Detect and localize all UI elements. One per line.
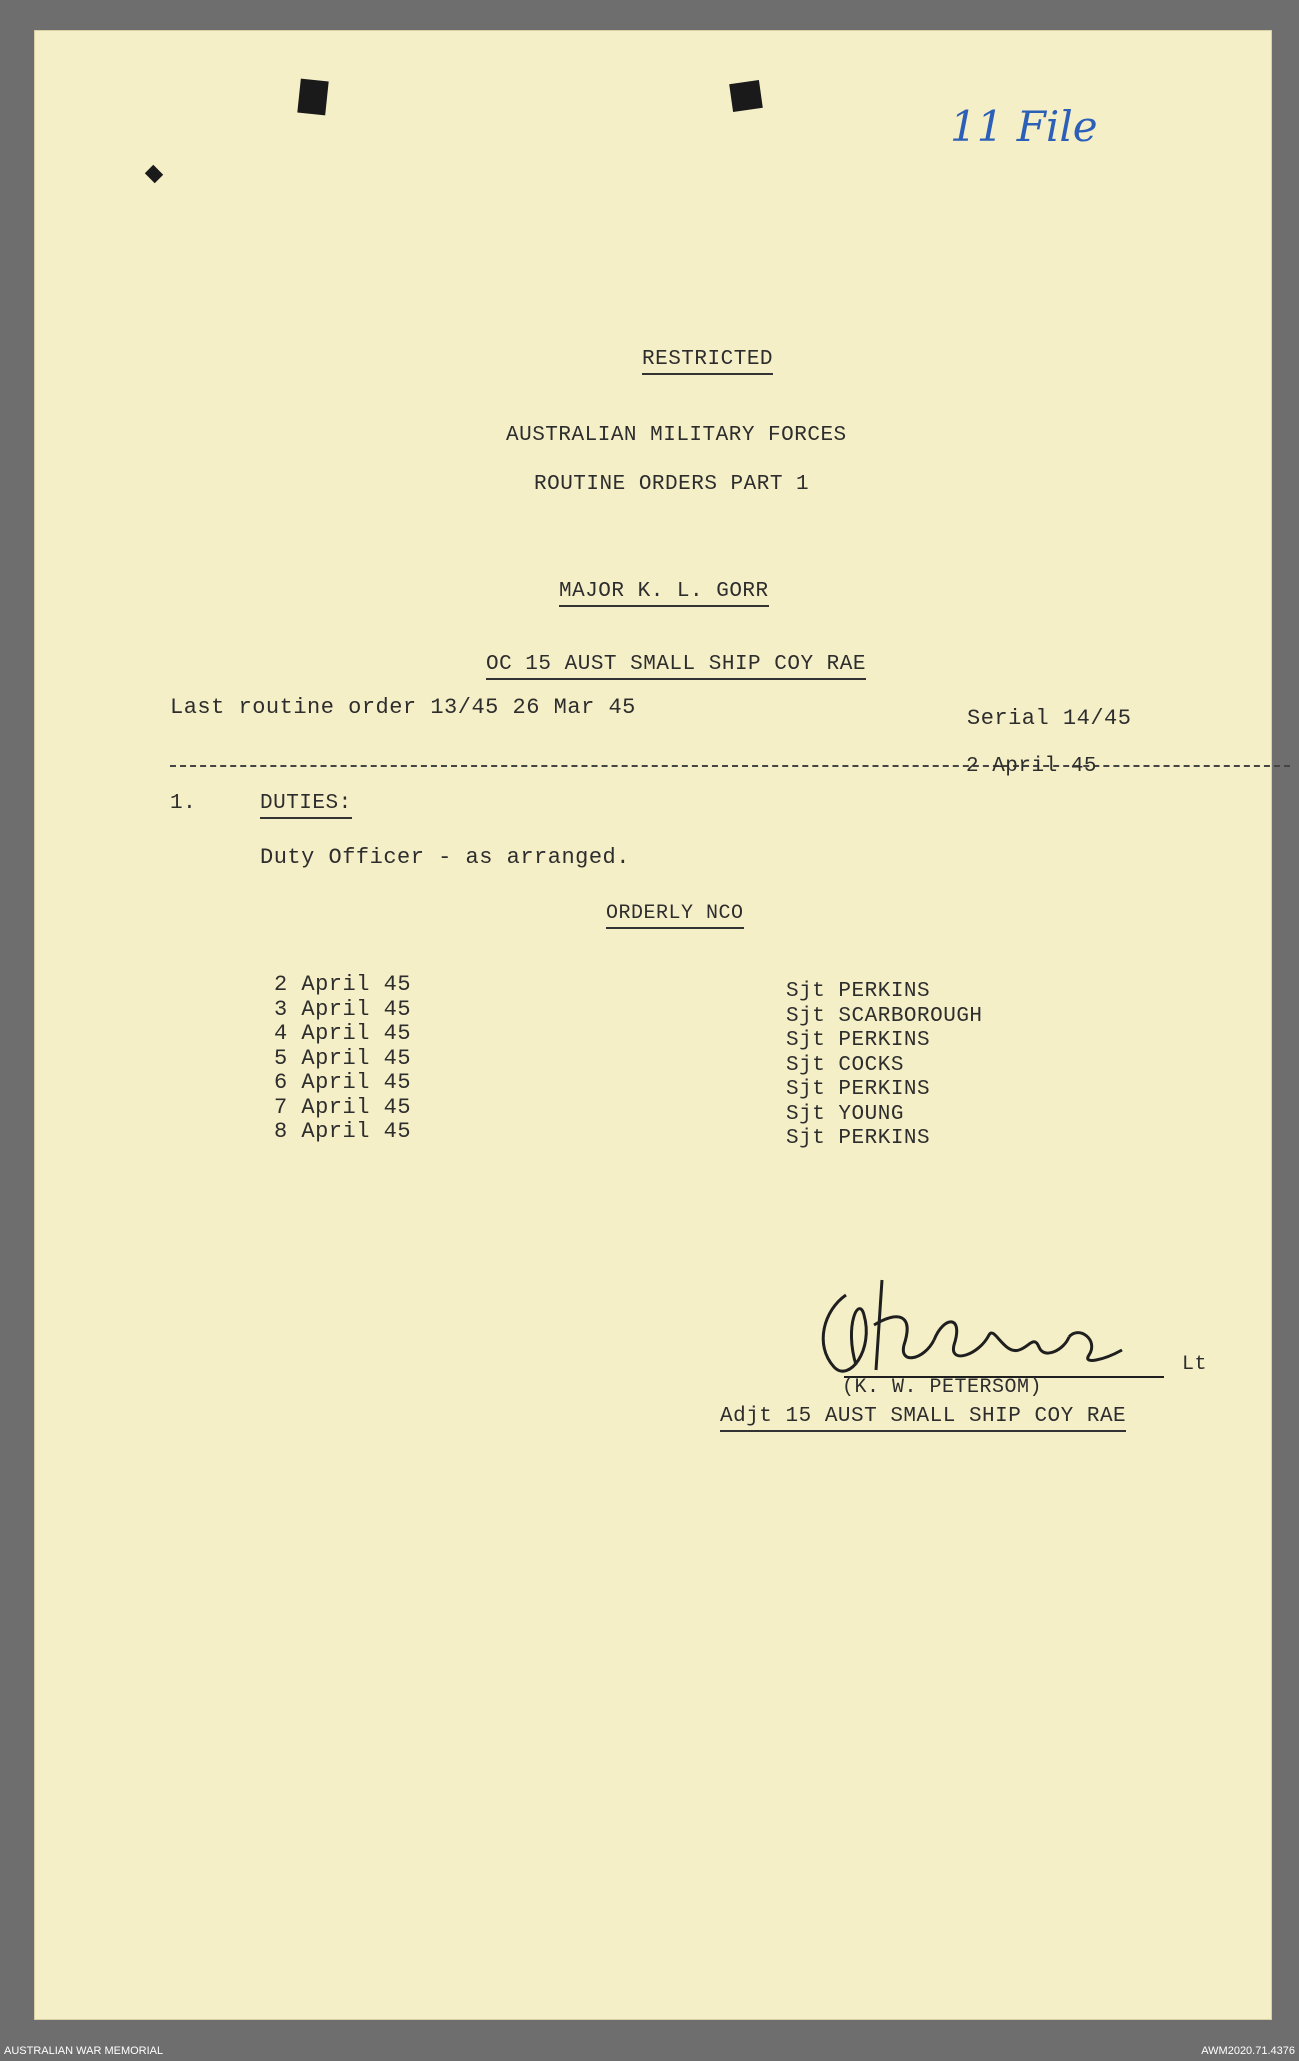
- last-routine-order: Last routine order 13/45 26 Mar 45: [170, 695, 636, 720]
- serial-number: Serial 14/45: [967, 706, 1132, 731]
- separator-line: [170, 765, 1290, 767]
- footer-source: AUSTRALIAN WAR MEMORIAL: [4, 2045, 164, 2057]
- order-date: 2 April 45: [966, 755, 1098, 778]
- roster-nco: Sjt COCKS: [786, 1053, 904, 1077]
- signatory-name: (K. W. PETERSOM): [842, 1376, 1043, 1399]
- roster-date: 3 April 45: [274, 996, 412, 1022]
- roster-ncos: [786, 980, 983, 1152]
- roster-date: 4 April 45: [274, 1021, 412, 1046]
- roster-date: 5 April 45: [274, 1045, 412, 1071]
- roster-nco: Sjt PERKINS: [786, 980, 931, 1003]
- roster-date: 6 April 45: [274, 1070, 412, 1095]
- roster-date: 8 April 45: [274, 1119, 412, 1144]
- unit-heading: OC 15 AUST SMALL SHIP COY RAE: [486, 653, 866, 680]
- roster-nco: Sjt PERKINS: [786, 1078, 931, 1101]
- footer-id: AWM2020.71.4376: [1201, 2045, 1295, 2057]
- roster-nco: Sjt PERKINS: [786, 1127, 931, 1150]
- duties-heading: DUTIES:: [260, 792, 352, 819]
- handwritten-file-note: 11 File: [950, 102, 1098, 151]
- roster-date: 7 April 45: [274, 1094, 412, 1120]
- signatory-title: Adjt 15 AUST SMALL SHIP COY RAE: [720, 1405, 1126, 1432]
- officer-heading: MAJOR K. L. GORR: [559, 580, 769, 607]
- restricted-heading: RESTRICTED: [642, 348, 773, 375]
- orderly-nco-heading: ORDERLY NCO: [606, 902, 744, 929]
- signature-image: [804, 1255, 1164, 1395]
- section-number: 1.: [170, 792, 197, 815]
- roster-dates: [274, 973, 411, 1145]
- roster-nco: Sjt YOUNG: [786, 1102, 904, 1126]
- roster-date: 2 April 45: [274, 972, 412, 997]
- document-sheet: [34, 30, 1272, 2020]
- roster-nco: Sjt PERKINS: [786, 1029, 931, 1052]
- signatory-rank: Lt: [1182, 1353, 1208, 1376]
- duty-officer-line: Duty Officer - as arranged.: [260, 845, 630, 870]
- footer-bar: [0, 2020, 1299, 2061]
- forces-heading: AUSTRALIAN MILITARY FORCES: [506, 424, 847, 447]
- routine-orders-heading: ROUTINE ORDERS PART 1: [534, 473, 810, 496]
- roster-nco: Sjt SCARBOROUGH: [786, 1004, 983, 1028]
